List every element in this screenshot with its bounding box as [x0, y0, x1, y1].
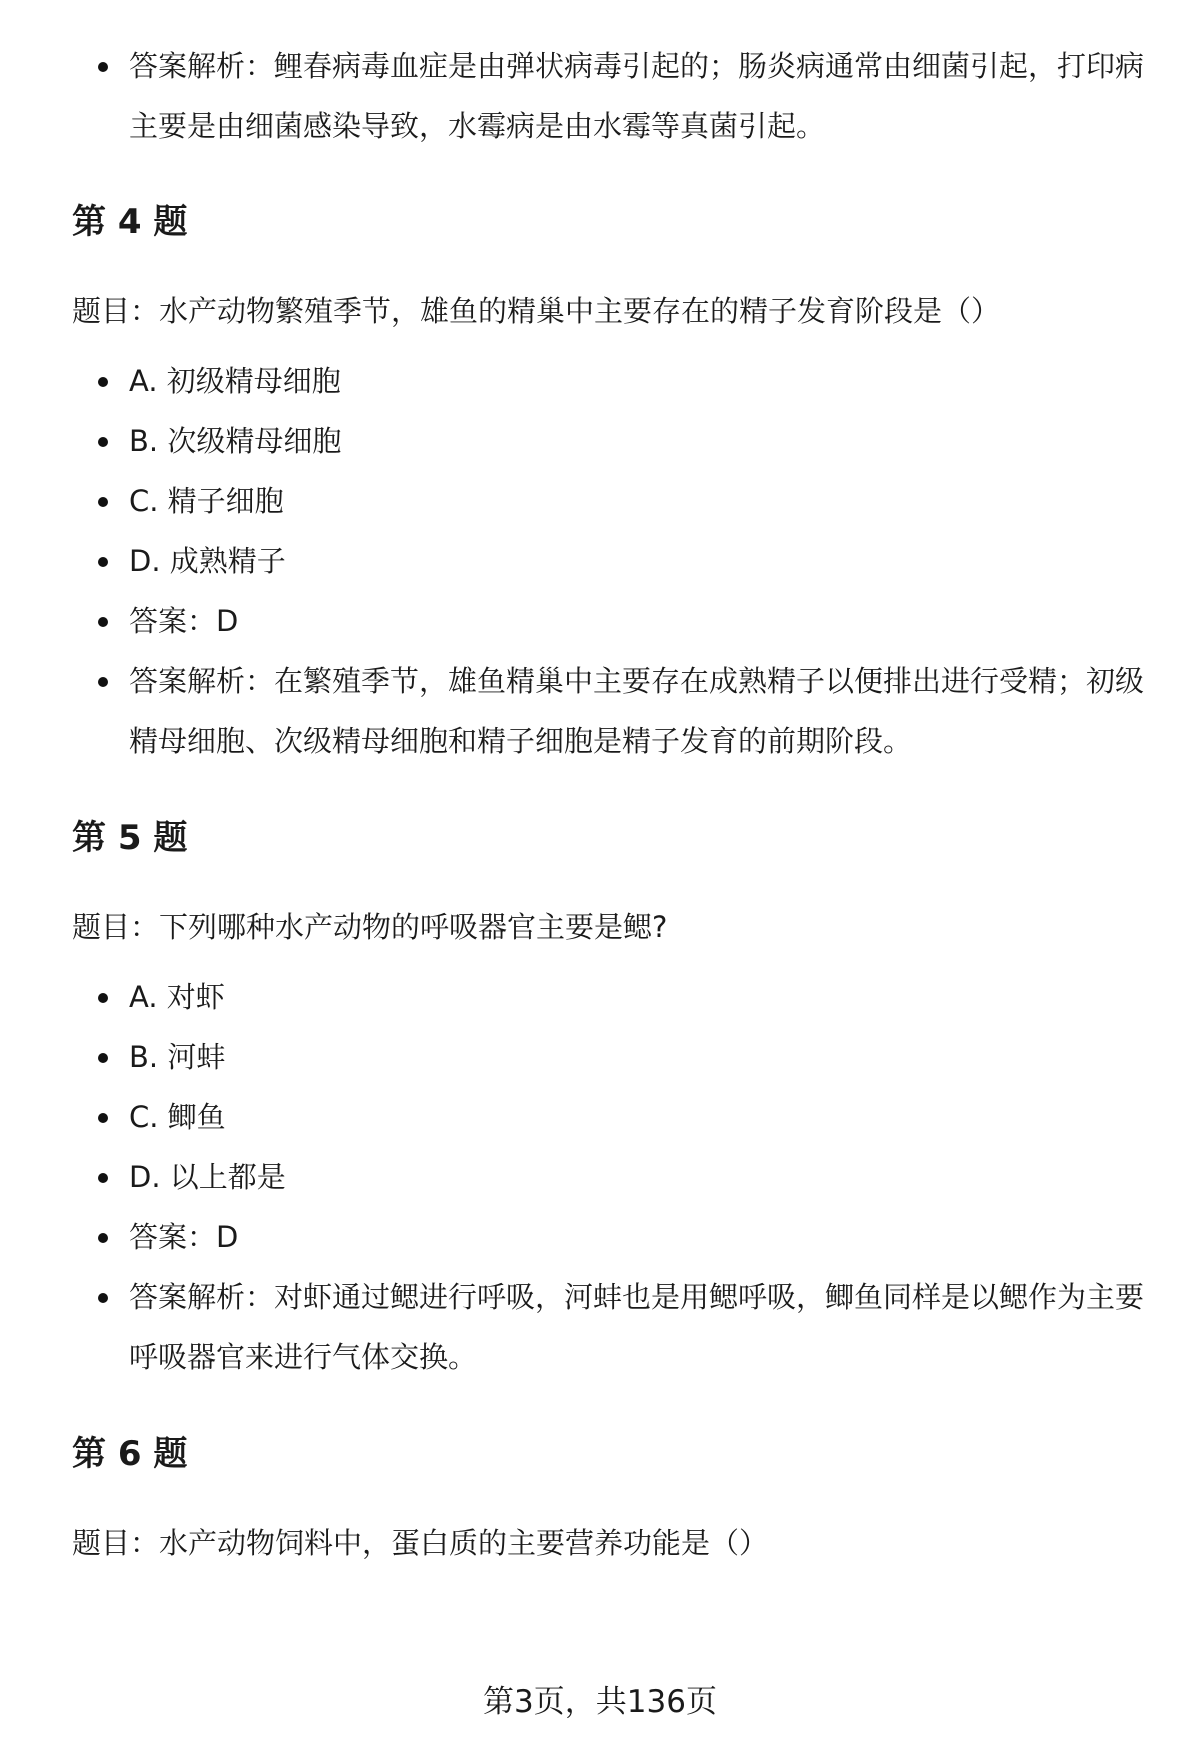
question-6-text: 题目：水产动物饲料中，蛋白质的主要营养功能是（）	[72, 1526, 769, 1560]
question-4-option-a: A. 初级精母细胞	[72, 351, 1147, 411]
question-5-text: 题目：下列哪种水产动物的呼吸器官主要是鳃?	[72, 910, 668, 944]
question-5-explanation: 答案解析：对虾通过鳃进行呼吸，河蚌也是用鳃呼吸，鲫鱼同样是以鳃作为主要呼吸器官来进行气体交换。	[72, 1267, 1147, 1387]
question-4-option-d: D. 成熟精子	[72, 531, 1147, 591]
question-5-option-d: D. 以上都是	[72, 1147, 1147, 1207]
prev-question-list	[72, 36, 1147, 156]
question-5-option-b: B. 河蚌	[72, 1027, 1147, 1087]
page-indicator: 第3页，共136页	[483, 1684, 717, 1720]
page-content	[72, 49, 1147, 1563]
question-5-answer: 答案：D	[72, 1207, 1147, 1267]
question-4-option-b: B. 次级精母细胞	[72, 411, 1147, 471]
question-5-list	[72, 967, 1147, 1387]
question-4-heading: 第 4 题	[72, 202, 188, 242]
question-4-list	[72, 351, 1147, 771]
question-5-heading: 第 5 题	[72, 818, 188, 858]
question-5-option-a: A. 对虾	[72, 967, 1147, 1027]
question-6-heading: 第 6 题	[72, 1434, 188, 1474]
question-4-text: 题目：水产动物繁殖季节，雄鱼的精巢中主要存在的精子发育阶段是（）	[72, 294, 1001, 328]
question-4-explanation: 答案解析：在繁殖季节，雄鱼精巢中主要存在成熟精子以便排出进行受精；初级精母细胞、次级精母细胞和精子细胞是精子发育的前期阶段。	[72, 651, 1147, 771]
question-4-option-c: C. 精子细胞	[72, 471, 1147, 531]
prev-explanation: 答案解析：鲤春病毒血症是由弹状病毒引起的；肠炎病通常由细菌引起，打印病主要是由细菌感染导致，水霉病是由水霉等真菌引起。	[72, 36, 1147, 156]
question-5-option-c: C. 鲫鱼	[72, 1087, 1147, 1147]
question-4-answer: 答案：D	[72, 591, 1147, 651]
